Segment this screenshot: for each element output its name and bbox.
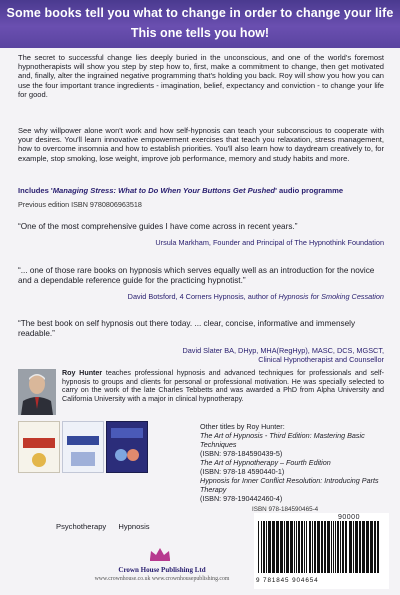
author-bio-text: teaches professional hypnosis and advanced techniques for professionals and self-hypnosis to groups and clients for personal or professional motivation. He was specially selected to carry on the work of the late Charles Tebbetts and was awarded a PhD from Alpha University and California University with a major in clinical hypnotherapy. (62, 369, 384, 404)
book-cover-1-art (19, 422, 59, 472)
other-title-3-name: Hypnosis for Inner Conflict Resolution: Introducing Parts Therapy (200, 476, 379, 494)
attribution-3-line1: David Slater BA, DHyp, MHA(RegHyp), MASC, DCS, MGSCT, (182, 346, 384, 355)
book-cover-3-art (107, 422, 147, 472)
publisher-name: Crown House Publishing Ltd (118, 566, 206, 574)
audio-programme-title: Managing Stress: What to Do When Your Buttons Get Pushed (52, 186, 276, 195)
testimonial-quote-2: “... one of those rare books on hypnosis which serves equally well as an introduction for the novice and a dependable reference guide for the practicing hypnotist.” (18, 266, 375, 285)
book-cover-art-of-hypnosis (18, 421, 60, 473)
attribution-2-book: Hypnosis for Smoking Cessation (278, 292, 384, 301)
other-title-3 (200, 476, 390, 503)
other-title-2-name: The Art of Hypnotherapy – Fourth Edition (200, 458, 331, 467)
barcode-graphic (254, 513, 389, 575)
other-title-1-name: The Art of Hypnosis - Third Edition: Mastering Basic Techniques (200, 431, 365, 449)
previous-edition: Previous edition ISBN 9780806963518 (18, 200, 142, 209)
testimonial-quote-1: “One of the most comprehensive guides I have come across in recent years.” (18, 222, 298, 231)
description-paragraph-2: See why willpower alone won't work and how self-hypnosis can teach your subconscious to cooperate with your desires. You'll learn innovative empowerment exercises that teach you relaxation, stress management, how to overcome insomnia and how to establish priorities. You'll also learn how to daydream creatively to, for example, stop smoking, lose weight, improve job performance, memory and study habits and more. (18, 126, 384, 163)
subject-categories (56, 522, 160, 531)
header-tagline: Some books tell you what to change in order to change your life (6, 6, 394, 20)
other-titles (200, 422, 390, 503)
other-titles-heading: Other titles by Roy Hunter: (200, 422, 285, 431)
other-book-covers (18, 421, 178, 471)
testimonial-quote-3: “The best book on self hypnosis out there today. ... clear, concise, informative and immensely readable.” (18, 319, 356, 338)
includes-suffix: ' audio programme (275, 186, 344, 195)
testimonial-attribution-3 (182, 346, 384, 364)
author-bio (62, 369, 384, 404)
category-psychotherapy: Psychotherapy (56, 522, 107, 531)
attribution-3-line2: Clinical Hypnotherapist and Counsellor (258, 355, 384, 364)
author-name: Roy Hunter (62, 369, 103, 377)
header-banner (0, 0, 400, 48)
category-hypnosis: Hypnosis (118, 522, 150, 531)
book-cover-art-of-hypnotherapy (62, 421, 104, 473)
audio-programme-note (18, 186, 388, 195)
price-code: 90000 (338, 514, 360, 521)
book-cover-2-art (63, 422, 103, 472)
other-title-3-isbn: (ISBN: 978-190442460-4) (200, 494, 283, 503)
book-cover-inner-conflict-resolution (106, 421, 148, 473)
isbn-label: ISBN 978-184590465-4 (252, 506, 319, 513)
attribution-2-text: David Botsford, 4 Corners Hypnosis, author of (127, 292, 279, 301)
barcode-digits: 9 781845 904654 (256, 577, 319, 584)
other-title-2 (200, 458, 390, 476)
testimonial-attribution-1: Ursula Markham, Founder and Principal of The Hypnothink Foundation (155, 238, 384, 247)
author-portrait-icon (18, 369, 56, 415)
crown-icon (148, 547, 172, 561)
other-title-1-isbn: (ISBN: 978-184590439-5) (200, 449, 283, 458)
author-photo (18, 369, 56, 415)
description-paragraph-1: The secret to successful change lies deeply buried in the unconscious, and one of the world's foremost hypnotherapists will show you step by step how to, first, make a commitment to change, then get motivated and, finally, alter the ingrained negative programming that's holding you back. Roy will show you how you can use the four important trance ingredients - imagination, belief, expectancy and conviction - to change your life for good. (18, 53, 384, 99)
other-title-2-isbn: (ISBN: 978-18 4590440-1) (200, 467, 285, 476)
publisher-urls: www.crownhouse.co.uk www.crownhousepublishing.com (94, 576, 230, 582)
other-title-1 (200, 431, 390, 458)
testimonial-attribution-2 (128, 292, 384, 301)
includes-prefix: Includes ' (18, 186, 53, 195)
header-subtagline: This one tells you how! (130, 26, 270, 40)
